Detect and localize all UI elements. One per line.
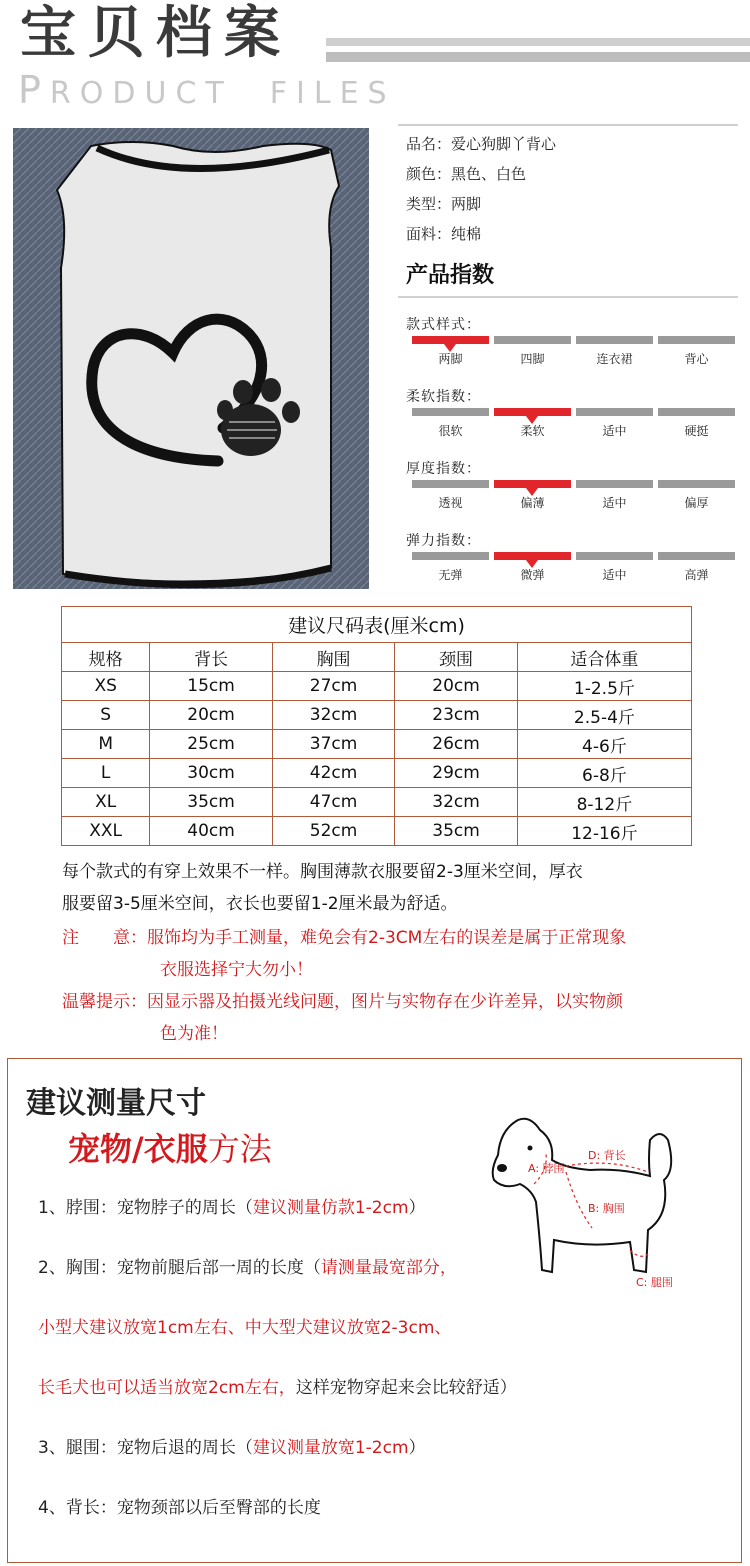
size-table — [61, 606, 692, 846]
measure-line-5-end: ） — [408, 1438, 426, 1458]
table-cell: L — [62, 759, 150, 788]
product-type: 类型：两脚 — [406, 195, 482, 213]
index-segment — [412, 408, 489, 416]
table-cell: 47cm — [272, 788, 395, 817]
index-option-label: 适中 — [602, 496, 627, 510]
table-cell: XXL — [62, 817, 150, 846]
measure-line-4 — [38, 1376, 517, 1400]
index-title: 产品指数 — [406, 263, 495, 288]
subtitle-rest: RODUCT FILES — [49, 76, 396, 111]
table-cell: S — [62, 701, 150, 730]
index-option-label: 无弹 — [438, 568, 463, 582]
table-cell: 25cm — [150, 730, 273, 759]
table-cell: 6-8斤 — [517, 759, 691, 788]
size-table-header-row — [62, 643, 692, 672]
dog-nose — [497, 1164, 507, 1172]
dog-label-a: A: 脖围 — [528, 1162, 565, 1175]
table-cell: 30cm — [150, 759, 273, 788]
table-cell: 12-16斤 — [517, 817, 691, 846]
index-option-label: 偏薄 — [520, 496, 545, 510]
index-option-label: 适中 — [602, 568, 627, 582]
table-cell: 32cm — [395, 788, 518, 817]
table-cell: 2.5-4斤 — [517, 701, 691, 730]
index-option-label: 背心 — [684, 352, 709, 366]
index-segment — [658, 336, 735, 344]
table-row — [62, 672, 692, 701]
index-option-label: 两脚 — [438, 352, 463, 366]
index-option-label: 四脚 — [520, 352, 545, 366]
measure-line-5-text: 3、腿围：宠物后退的周长（ — [38, 1438, 253, 1458]
table-cell: XL — [62, 788, 150, 817]
table-cell: 26cm — [395, 730, 518, 759]
index-segment — [576, 480, 653, 488]
page-subtitle — [18, 68, 396, 116]
fit-note-line-1: 每个款式的有穿上效果不一样。胸围薄款衣服要留2-3厘米空间，厚衣 — [62, 862, 583, 882]
index-segment — [658, 408, 735, 416]
index-option-label: 连衣裙 — [596, 352, 633, 366]
index-group-label: 款式样式： — [406, 317, 481, 333]
index-segment — [494, 552, 571, 560]
measure-subtitle-bold: 宠物/衣服 — [68, 1130, 208, 1168]
index-option-label: 偏厚 — [684, 496, 709, 510]
index-option-label: 适中 — [602, 424, 627, 438]
index-option-label: 硬挺 — [684, 424, 709, 438]
measure-line-4-text: 这样宠物穿起来会比较舒适） — [295, 1378, 517, 1398]
measure-line-3: 小型犬建议放宽1cm左右、中大型犬建议放宽2-3cm、 — [38, 1318, 452, 1338]
measure-line-1-end: ） — [408, 1198, 426, 1218]
measure-line-1-text: 1、脖围：宠物脖子的周长（ — [38, 1198, 253, 1218]
table-cell: 1-2.5斤 — [517, 672, 691, 701]
index-option-label: 微弹 — [520, 568, 545, 582]
measure-line-2-text: 2、胸围：宠物前腿后部一周的长度（ — [38, 1258, 321, 1278]
table-cell: 35cm — [150, 788, 273, 817]
index-option-label: 很软 — [438, 424, 463, 438]
header-weight: 适合体重 — [517, 643, 691, 672]
table-cell: 8-12斤 — [517, 788, 691, 817]
measure-line-2 — [38, 1256, 457, 1280]
table-row — [62, 788, 692, 817]
size-table-caption: 建议尺码表(厘米cm) — [62, 607, 692, 643]
table-cell: 4-6斤 — [517, 730, 691, 759]
tip-note-line-1: 温馨提示：因显示器及拍摄光线问题，图片与实物存在少许差异，以实物颜 — [62, 992, 623, 1012]
index-segment — [658, 552, 735, 560]
index-group-label: 厚度指数： — [406, 461, 481, 477]
index-segment — [412, 480, 489, 488]
measure-line-1-red: 建议测量仿款1-2cm — [252, 1198, 409, 1218]
table-cell: 37cm — [272, 730, 395, 759]
index-segment — [576, 408, 653, 416]
product-name: 品名：爱心狗脚丫背心 — [406, 135, 557, 153]
table-cell: 29cm — [395, 759, 518, 788]
table-cell: XS — [62, 672, 150, 701]
product-photo — [13, 128, 369, 589]
table-cell: M — [62, 730, 150, 759]
index-rule — [398, 296, 738, 298]
attention-note-line-2: 衣服选择宁大勿小！ — [160, 960, 313, 980]
index-segment — [412, 552, 489, 560]
vest-illustration — [13, 128, 369, 589]
measure-line-5 — [38, 1436, 426, 1460]
measure-line-4-red: 长毛犬也可以适当放宽2cm左右， — [38, 1378, 296, 1398]
header-chest: 胸围 — [272, 643, 395, 672]
table-cell: 27cm — [272, 672, 395, 701]
measure-title: 建议测量尺寸 — [26, 1086, 206, 1121]
measure-subtitle — [68, 1124, 272, 1170]
index-segment — [412, 336, 489, 344]
index-segment — [576, 336, 653, 344]
measure-line-2-red: 请测量最宽部分， — [320, 1258, 457, 1278]
measure-line-6: 4、背长：宠物颈部以后至臀部的长度 — [38, 1498, 321, 1518]
attention-note-line-1: 注 意：服饰均为手工测量，难免会有2-3CM左右的误差是属于正常现象 — [62, 928, 627, 948]
table-row — [62, 759, 692, 788]
index-option-label: 柔软 — [520, 424, 545, 438]
measure-line-1 — [38, 1196, 426, 1220]
measure-line-5-red: 建议测量放宽1-2cm — [252, 1438, 409, 1458]
table-cell: 23cm — [395, 701, 518, 730]
measure-subtitle-rest: 方法 — [207, 1130, 272, 1168]
subtitle-initial: P — [18, 68, 50, 112]
tip-note-line-2: 色为准！ — [160, 1024, 228, 1044]
index-group-label: 弹力指数： — [406, 533, 481, 549]
header-neck: 颈围 — [395, 643, 518, 672]
table-cell: 32cm — [272, 701, 395, 730]
table-row — [62, 701, 692, 730]
index-option-label: 高弹 — [684, 568, 709, 582]
table-cell: 42cm — [272, 759, 395, 788]
header-bar-bottom — [326, 52, 750, 62]
table-cell: 52cm — [272, 817, 395, 846]
table-cell: 20cm — [395, 672, 518, 701]
index-segment — [576, 552, 653, 560]
dog-label-c: C: 腿围 — [636, 1276, 673, 1289]
table-row — [62, 730, 692, 759]
index-group-label: 柔软指数： — [406, 389, 481, 405]
dog-measure-diagram — [480, 1110, 710, 1300]
product-color: 颜色：黑色、白色 — [406, 165, 527, 183]
header-bar-top — [326, 38, 750, 46]
index-option-label: 透视 — [438, 496, 463, 510]
product-fabric: 面料：纯棉 — [406, 225, 482, 243]
index-segment — [494, 336, 571, 344]
dog-label-b: B: 胸围 — [588, 1202, 625, 1215]
page-title: 宝贝档案 — [20, 0, 292, 66]
table-cell: 20cm — [150, 701, 273, 730]
index-segment — [494, 408, 571, 416]
header-size: 规格 — [62, 643, 150, 672]
table-cell: 40cm — [150, 817, 273, 846]
index-segment — [494, 480, 571, 488]
table-cell: 35cm — [395, 817, 518, 846]
dog-label-d: D: 背长 — [588, 1149, 626, 1162]
dog-eye — [528, 1146, 533, 1151]
table-cell: 15cm — [150, 672, 273, 701]
info-top-rule — [398, 124, 738, 126]
header-back-length: 背长 — [150, 643, 273, 672]
table-row — [62, 817, 692, 846]
index-segment — [658, 480, 735, 488]
fit-note-line-2: 服要留3-5厘米空间，衣长也要留1-2厘米最为舒适。 — [62, 894, 458, 914]
